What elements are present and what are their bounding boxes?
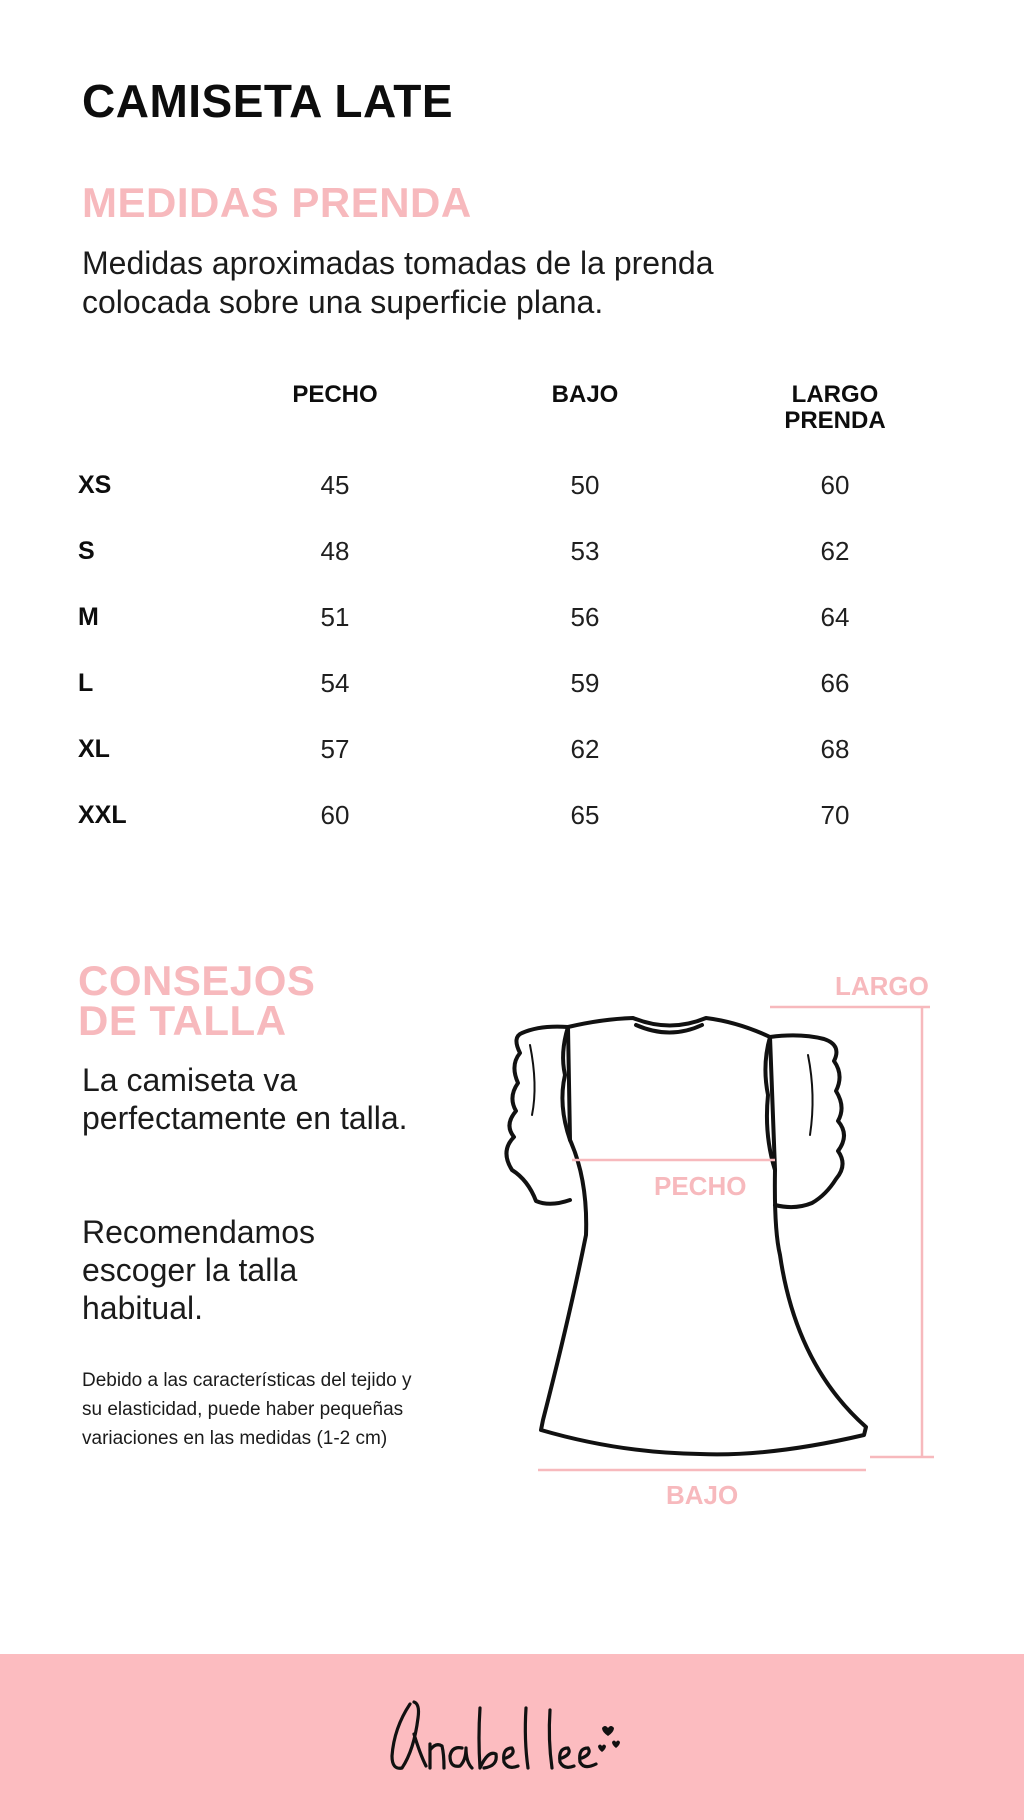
chest-label: PECHO — [654, 1171, 747, 1201]
length-value: 66 — [820, 667, 850, 698]
size-label: M — [78, 602, 99, 631]
size-table — [60, 370, 960, 848]
hem-value: 53 — [570, 535, 600, 566]
tips-paragraph-2: Recomendamos escoger la talla habitual. — [82, 1214, 315, 1326]
header-size — [60, 370, 210, 452]
tips-heading-line2: DE TALLA — [78, 997, 287, 1044]
header-hem: BAJO — [551, 381, 619, 408]
table-row — [60, 452, 960, 518]
measurement-diagram — [470, 965, 950, 1520]
hem-label: BAJO — [666, 1480, 739, 1510]
tips-heading-line1: CONSEJOS — [78, 957, 316, 1004]
length-value: 60 — [820, 469, 850, 500]
footer-bar — [0, 1654, 1024, 1820]
hem-value: 62 — [570, 733, 600, 764]
length-value: 62 — [820, 535, 850, 566]
chest-value: 57 — [320, 733, 350, 764]
size-label: XXL — [78, 800, 127, 829]
length-value: 68 — [820, 733, 850, 764]
size-label: XS — [78, 470, 112, 499]
length-label: LARGO — [835, 971, 929, 1001]
hem-value: 65 — [570, 799, 600, 830]
table-row — [60, 782, 960, 848]
length-value: 70 — [820, 799, 850, 830]
header-length: LARGO PRENDA — [784, 381, 886, 434]
length-value: 64 — [820, 601, 850, 632]
brand-logo — [380, 1688, 650, 1788]
chest-value: 45 — [320, 469, 350, 500]
size-label: L — [78, 668, 94, 697]
chest-value: 51 — [320, 601, 350, 632]
measures-heading: MEDIDAS PRENDA — [82, 179, 472, 226]
brand-signature — [392, 1702, 596, 1768]
heart-icons — [598, 1726, 620, 1752]
chest-value: 54 — [320, 667, 350, 698]
table-row — [60, 716, 960, 782]
chest-value: 60 — [320, 799, 350, 830]
size-label: XL — [78, 734, 110, 763]
size-label: S — [78, 536, 95, 565]
table-header-row — [60, 370, 960, 452]
t-shirt-outline-icon — [506, 1018, 866, 1454]
table-row — [60, 650, 960, 716]
tips-note: Debido a las características del tejido y su elasticidad, puede haber pequeñas variaciones en las medidas (1-2 cm) — [82, 1370, 412, 1449]
measures-intro: Medidas aproximadas tomadas de la prenda colocada sobre una superficie plana. — [82, 245, 714, 320]
hem-value: 59 — [570, 667, 600, 698]
table-row — [60, 518, 960, 584]
hem-value: 50 — [570, 469, 600, 500]
table-row — [60, 584, 960, 650]
tips-paragraph-1: La camiseta va perfectamente en talla. — [82, 1062, 408, 1136]
chest-value: 48 — [320, 535, 350, 566]
header-chest: PECHO — [292, 381, 378, 408]
page-title: CAMISETA LATE — [82, 75, 454, 127]
hem-value: 56 — [570, 601, 600, 632]
